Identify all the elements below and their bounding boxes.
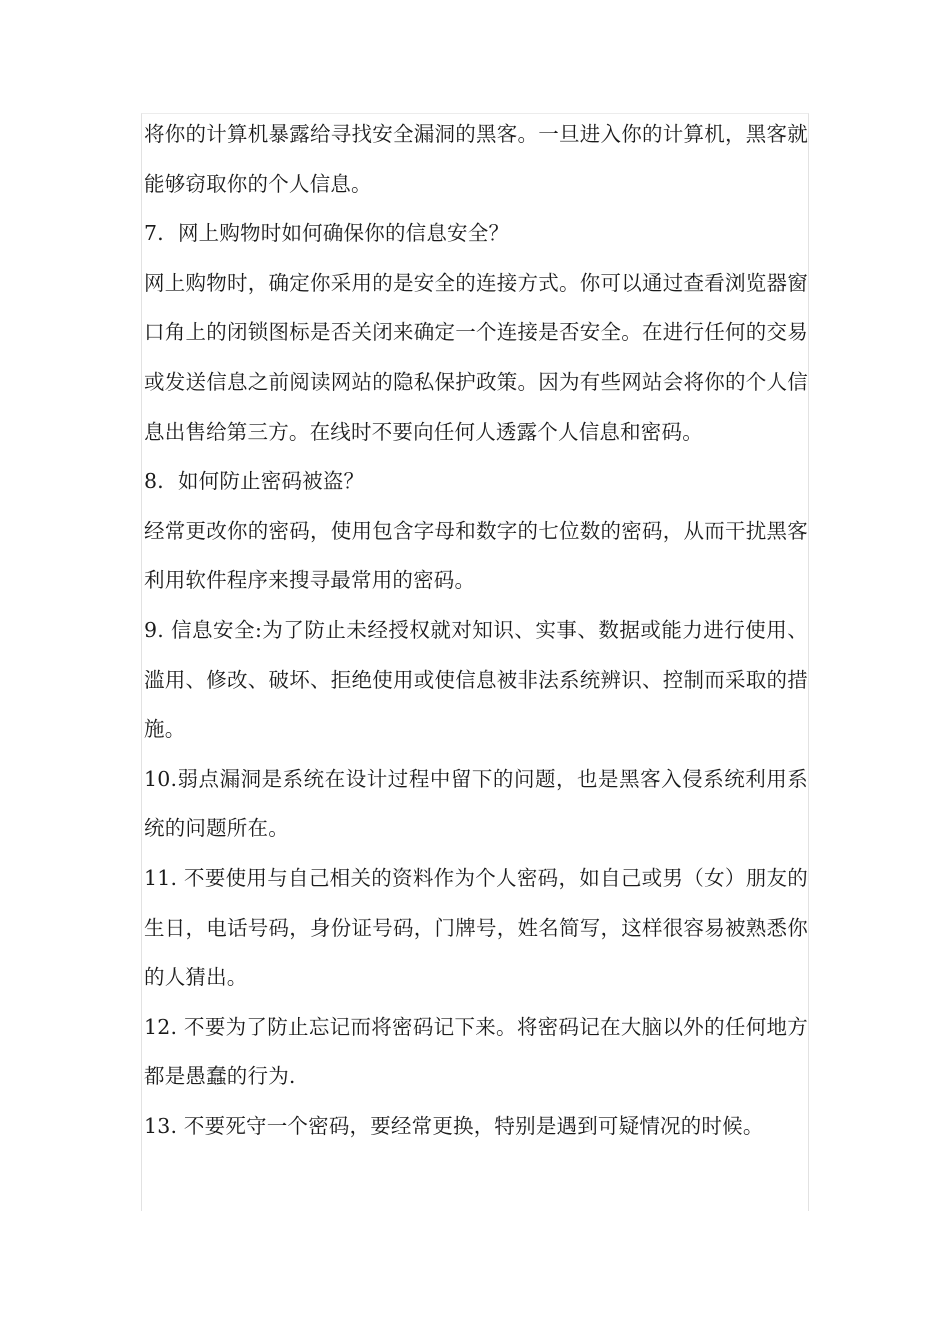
item-10-paragraph: 10.弱点漏洞是系统在设计过程中留下的问题，也是黑客入侵系统利用系统的问题所在。 [144, 766, 808, 841]
item-12-paragraph: 12. 不要为了防止忘记而将密码记下来。将密码记在大脑以外的任何地方都是愚蠢的行为. [144, 1014, 808, 1089]
document-body [144, 110, 808, 1151]
question-8-heading: 8．如何防止密码被盗？ [144, 469, 365, 494]
item-13-paragraph: 13. 不要死守一个密码，要经常更换，特别是遇到可疑情况的时候。 [144, 1113, 764, 1138]
item-11-paragraph: 11. 不要使用与自己相关的资料作为个人密码，如自己或男（女）朋友的生日，电话号码，身份证号码，门牌号，姓名简写，这样很容易被熟悉你的人猜出。 [144, 865, 808, 990]
answer-8-paragraph: 经常更改你的密码，使用包含字母和数字的七位数的密码，从而干扰黑客利用软件程序来搜寻最常用的密码。 [144, 518, 808, 593]
answer-7-paragraph: 网上购物时，确定你采用的是安全的连接方式。你可以通过查看浏览器窗口角上的闭锁图标是否关闭来确定一个连接是否安全。在进行任何的交易或发送信息之前阅读网站的隐私保护政策。因为有些网站会将你的个人信息出售给第三方。在线时不要向任何人透露个人信息和密码。 [144, 270, 808, 444]
item-9-paragraph: 9. 信息安全:为了防止未经授权就对知识、实事、数据或能力进行使用、滥用、修改、破坏、拒绝使用或使信息被非法系统辨识、控制而采取的措施。 [144, 617, 808, 742]
paragraph-continuation: 将你的计算机暴露给寻找安全漏洞的黑客。一旦进入你的计算机，黑客就能够窃取你的个人信息。 [144, 122, 808, 196]
question-7-heading: 7．网上购物时如何确保你的信息安全？ [144, 221, 510, 246]
